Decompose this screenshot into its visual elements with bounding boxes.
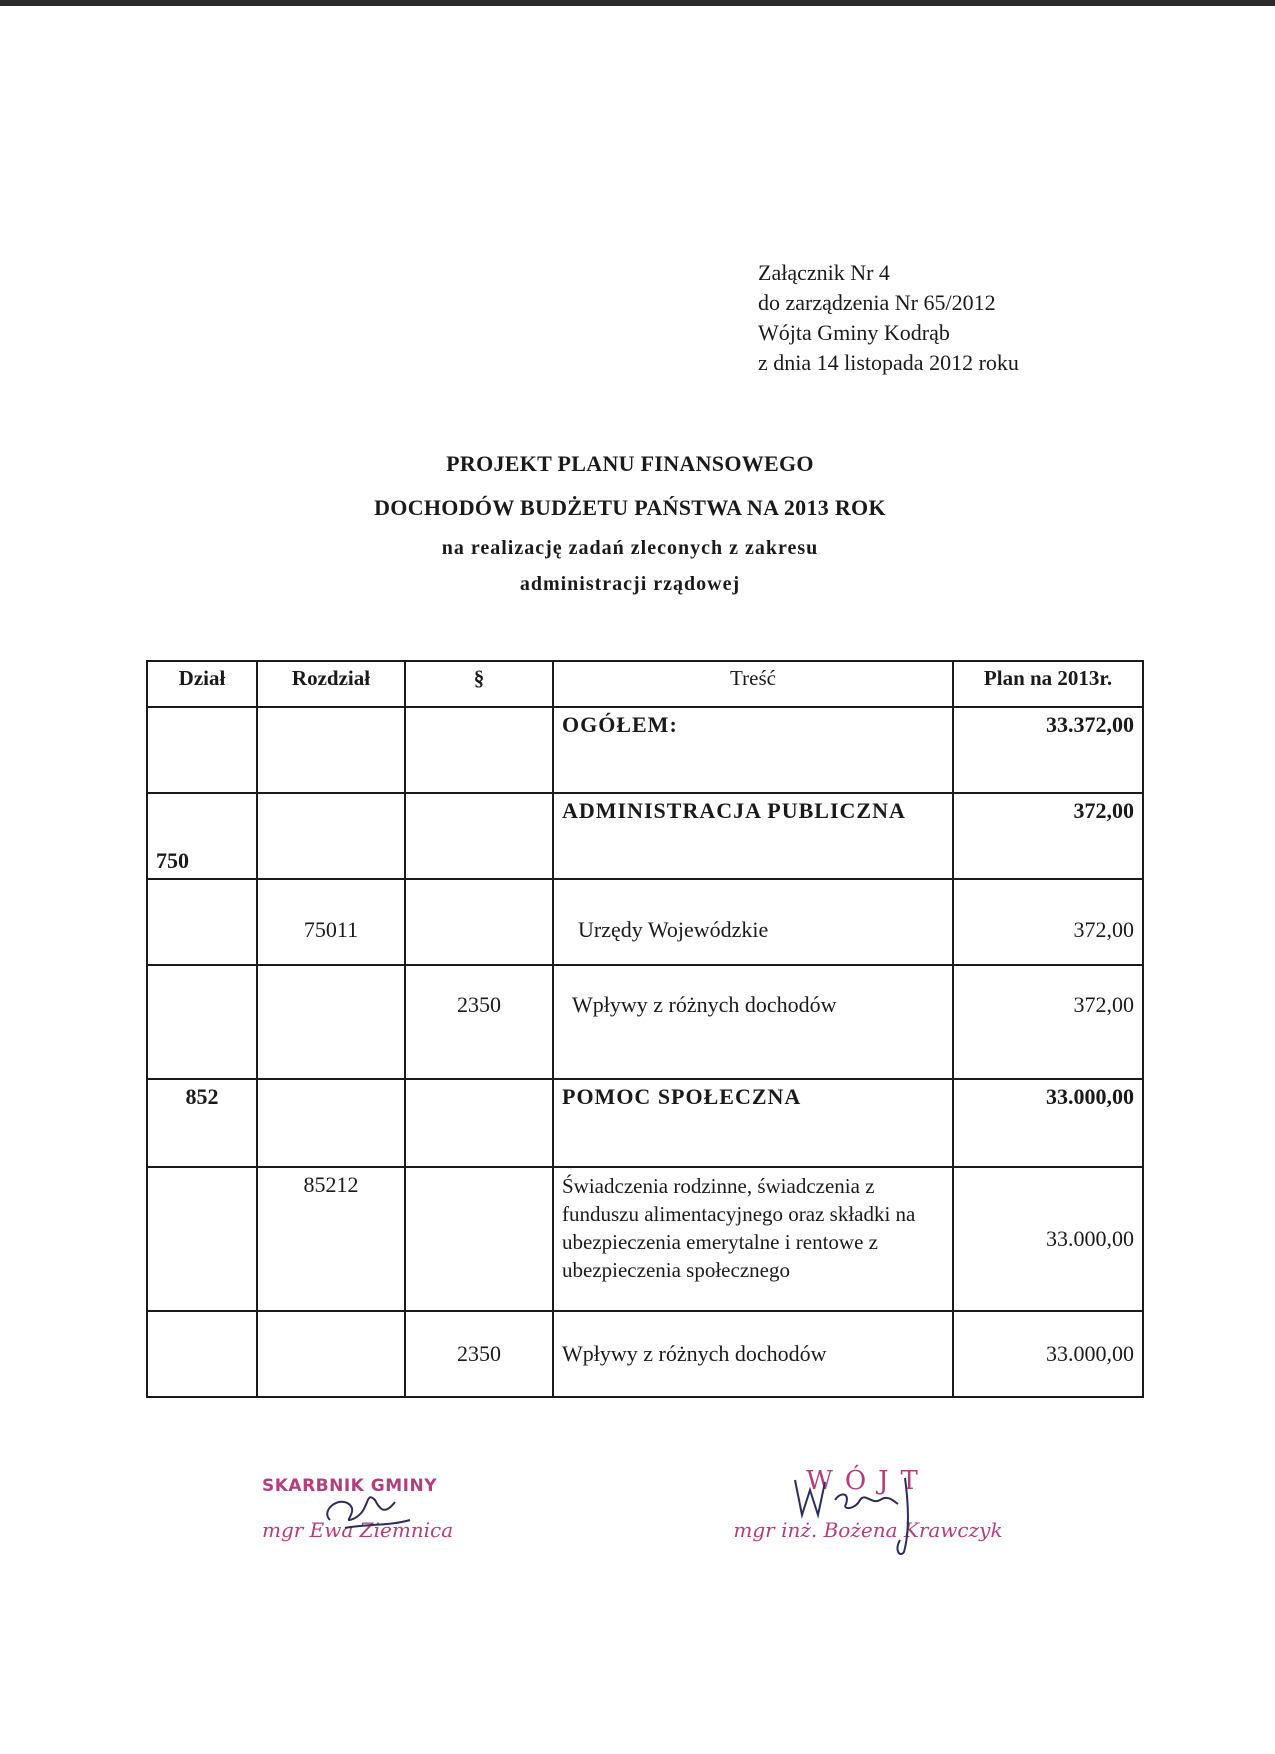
- table-row-75011: [147, 879, 1143, 965]
- cell-tresc: Wpływy z różnych dochodów: [553, 1311, 953, 1397]
- header-rozdzial: Rozdział: [257, 661, 405, 707]
- cell-dzial: [147, 707, 257, 793]
- cell-dzial: [147, 1167, 257, 1311]
- header-dzial: Dział: [147, 661, 257, 707]
- cell-paragraf: [405, 1167, 553, 1311]
- annex-number: Załącznik Nr 4: [758, 260, 890, 285]
- header-plan: Plan na 2013r.: [953, 661, 1143, 707]
- cell-paragraf: [405, 707, 553, 793]
- cell-tresc: ADMINISTRACJA PUBLICZNA: [553, 793, 953, 879]
- cell-rozdzial: 85212: [257, 1167, 405, 1311]
- title-line-4: administracji rządowej: [519, 573, 741, 595]
- title-line-1: PROJEKT PLANU FINANSOWEGO: [446, 451, 814, 476]
- mayor-role: WÓJT: [806, 1466, 930, 1496]
- annex-header: [758, 258, 1019, 378]
- cell-plan: 372,00: [953, 793, 1143, 879]
- table-row-85212: [147, 1167, 1143, 1311]
- cell-tresc: Urzędy Wojewódzkie: [553, 879, 953, 965]
- annex-date: z dnia 14 listopada 2012 roku: [758, 350, 1019, 375]
- treasurer-role: SKARBNIK GMINY: [262, 1476, 437, 1496]
- mayor-name: mgr inż. Bożena Krawczyk: [733, 1518, 1003, 1542]
- cell-rozdzial: [257, 1079, 405, 1167]
- cell-dzial: [147, 965, 257, 1079]
- cell-paragraf: 2350: [405, 965, 553, 1079]
- table-row-2350-a: [147, 965, 1143, 1079]
- cell-paragraf: [405, 1079, 553, 1167]
- cell-plan: 33.000,00: [953, 1311, 1143, 1397]
- cell-plan: 33.372,00: [953, 707, 1143, 793]
- cell-plan: 372,00: [953, 879, 1143, 965]
- table-row-total: [147, 707, 1143, 793]
- cell-paragraf: 2350: [405, 1311, 553, 1397]
- table-header-row: [147, 661, 1143, 707]
- header-paragraf: §: [405, 661, 553, 707]
- annex-decree: do zarządzenia Nr 65/2012: [758, 290, 996, 315]
- table-row-2350-b: [147, 1311, 1143, 1397]
- cell-dzial: [147, 879, 257, 965]
- title-line-2: DOCHODÓW BUDŻETU PAŃSTWA NA 2013 ROK: [374, 495, 886, 520]
- annex-issuer: Wójta Gminy Kodrąb: [758, 320, 950, 345]
- title-line-3: na realizację zadań zleconych z zakresu: [441, 537, 819, 559]
- table-row-852: [147, 1079, 1143, 1167]
- table-row-750: [147, 793, 1143, 879]
- cell-plan: 372,00: [953, 965, 1143, 1079]
- cell-rozdzial: [257, 1311, 405, 1397]
- cell-dzial: 852: [147, 1079, 257, 1167]
- treasurer-name: mgr Ewa Ziemnica: [262, 1518, 454, 1542]
- mayor-signature: [780, 1470, 940, 1560]
- cell-tresc: Świadczenia rodzinne, świadczenia z funduszu alimentacyjnego oraz składki na ubezpieczenia emerytalne i rentowe z ubezpieczenia społecznego: [553, 1167, 953, 1311]
- cell-tresc: OGÓŁEM:: [553, 707, 953, 793]
- cell-paragraf: [405, 793, 553, 879]
- cell-plan: 33.000,00: [953, 1079, 1143, 1167]
- cell-rozdzial: [257, 793, 405, 879]
- header-tresc: Treść: [553, 661, 953, 707]
- cell-paragraf: [405, 879, 553, 965]
- treasurer-signature: [310, 1480, 430, 1540]
- cell-rozdzial: [257, 707, 405, 793]
- cell-tresc: Wpływy z różnych dochodów: [553, 965, 953, 1079]
- cell-dzial: 750: [147, 793, 257, 879]
- cell-tresc: POMOC SPOŁECZNA: [553, 1079, 953, 1167]
- cell-rozdzial: 75011: [257, 879, 405, 965]
- document-title: [180, 442, 1080, 602]
- financial-plan-table: [146, 660, 1144, 1398]
- scan-top-border: [0, 0, 1275, 6]
- cell-rozdzial: [257, 965, 405, 1079]
- cell-dzial: [147, 1311, 257, 1397]
- cell-plan: 33.000,00: [953, 1167, 1143, 1311]
